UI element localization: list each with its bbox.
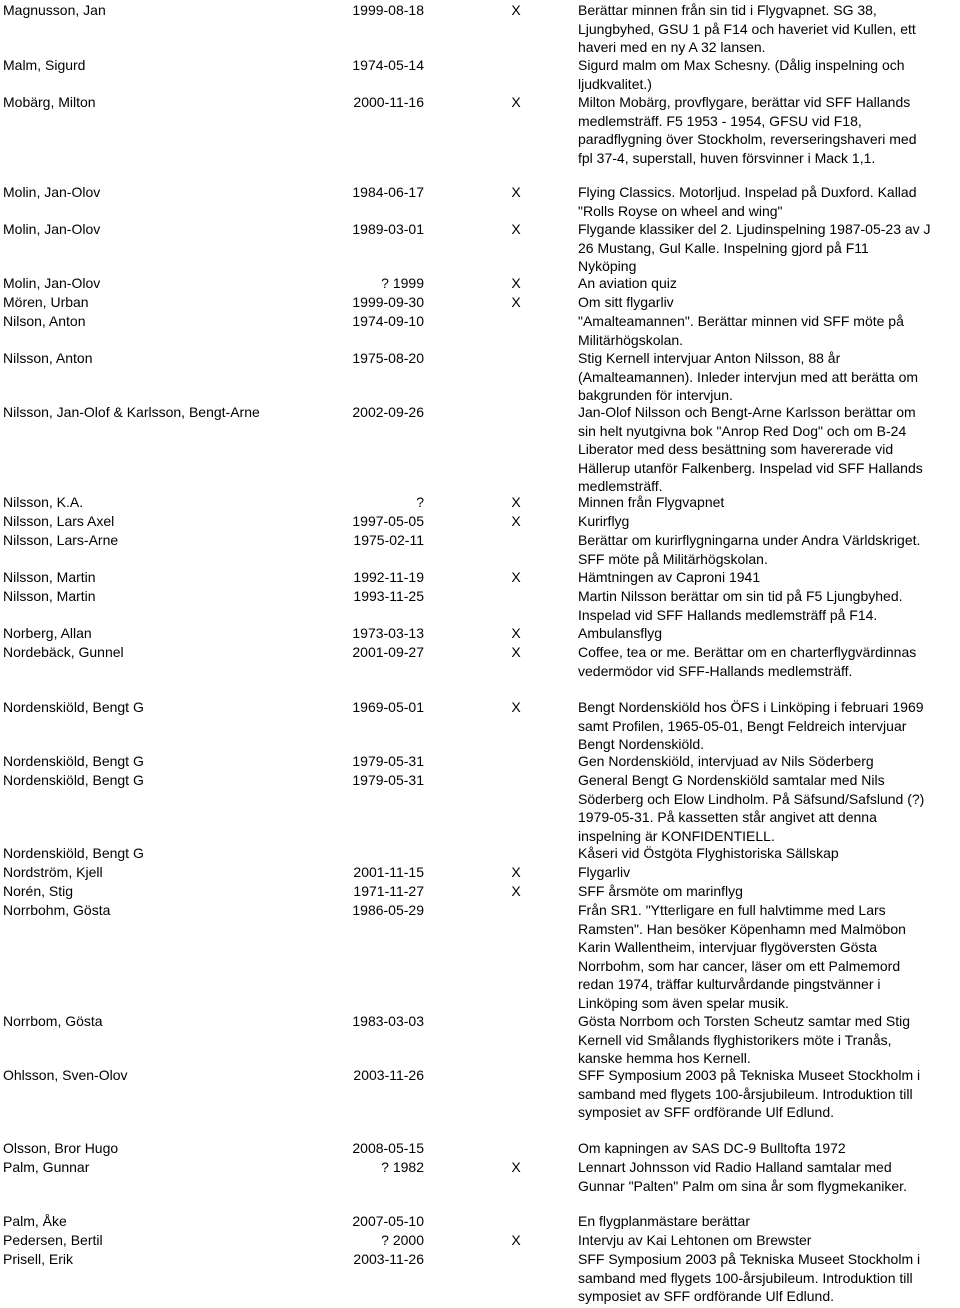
recording-date: 1993-11-25 bbox=[353, 588, 424, 604]
recording-date: 2007-05-10 bbox=[352, 1213, 424, 1229]
availability-mark: X bbox=[511, 644, 521, 660]
recording-date: 2003-11-26 bbox=[353, 1067, 424, 1083]
recording-description: Kurirflyg bbox=[578, 513, 630, 529]
recording-date: 2002-09-26 bbox=[352, 404, 424, 420]
recording-date: 1992-11-19 bbox=[353, 569, 424, 585]
recording-date: 1989-03-01 bbox=[352, 221, 424, 237]
recording-date: 1973-03-13 bbox=[352, 625, 424, 641]
speaker-name: Norberg, Allan bbox=[3, 625, 92, 641]
recording-date: ? 2000 bbox=[381, 1232, 424, 1248]
recording-date: ? bbox=[416, 494, 424, 510]
speaker-name: Prisell, Erik bbox=[3, 1251, 74, 1267]
recording-date: 2000-11-16 bbox=[353, 94, 424, 110]
speaker-name: Nilsson, Martin bbox=[3, 588, 96, 604]
recording-date: 1974-05-14 bbox=[352, 57, 424, 73]
recording-date: 1999-09-30 bbox=[352, 294, 424, 310]
recording-description: Lennart Johnsson vid Radio Halland samtalar med Gunnar "Palten" Palm om sina år som flygmekaniker. bbox=[578, 1159, 907, 1194]
availability-mark: X bbox=[511, 513, 521, 529]
availability-mark: X bbox=[511, 221, 521, 237]
recording-description: SFF Symposium 2003 på Tekniska Museet Stockholm i samband med flygets 100-årsjubileum. Introduktion till symposiet av SFF ordförande Ulf Edlund. bbox=[578, 1067, 921, 1120]
speaker-name: Norrbom, Gösta bbox=[3, 1013, 103, 1029]
recording-description: Från SR1. "Ytterligare en full halvtimme med Lars Ramsten". Han besöker Köpenhamn med Malmöbon Karin Wallentheim, intervjuar flygöversten Gösta Norrbohm, som har cancer, läser om ett Palmemord redan 1974, träffar kulturvårdande pingstvänner i Linköping som även spelar musik. bbox=[578, 902, 906, 1011]
speaker-name: Mobärg, Milton bbox=[3, 94, 96, 110]
speaker-name: Ohlsson, Sven-Olov bbox=[3, 1067, 128, 1083]
availability-mark: X bbox=[511, 494, 521, 510]
availability-mark: X bbox=[511, 2, 521, 18]
recording-date: 1999-08-18 bbox=[352, 2, 424, 18]
recording-description: Flygande klassiker del 2. Ljudinspelning 1987-05-23 av J 26 Mustang, Gul Kalle. Inspelning gjord på F11 Nyköping bbox=[578, 221, 931, 274]
speaker-name: Nordenskiöld, Bengt G bbox=[3, 772, 144, 788]
recording-date: 2001-11-15 bbox=[353, 864, 424, 880]
recording-description: Milton Mobärg, provflygare, berättar vid SFF Hallands medlemsträff. F5 1953 - 1954, GFSU vid F18, paradflygning över Stockholm, reverseringshaveri med fpl 37-4, superstall, huven försvinner i Mack 1,1. bbox=[578, 94, 917, 166]
recording-date: 1984-06-17 bbox=[352, 184, 424, 200]
recording-date: 1997-05-05 bbox=[352, 513, 424, 529]
recording-description: Hämtningen av Caproni 1941 bbox=[578, 569, 761, 585]
recording-date: 1974-09-10 bbox=[352, 313, 424, 329]
speaker-name: Palm, Gunnar bbox=[3, 1159, 90, 1175]
recording-date: 1979-05-31 bbox=[352, 772, 424, 788]
recording-description: SFF årsmöte om marinflyg bbox=[578, 883, 743, 899]
recording-date: 1983-03-03 bbox=[352, 1013, 424, 1029]
recording-date: 2003-11-26 bbox=[353, 1251, 424, 1267]
availability-mark: X bbox=[511, 569, 521, 585]
recording-description: Flygarliv bbox=[578, 864, 631, 880]
recording-date: ? 1982 bbox=[381, 1159, 424, 1175]
availability-mark: X bbox=[511, 1232, 521, 1248]
speaker-name: Nordenskiöld, Bengt G bbox=[3, 753, 144, 769]
speaker-name: Nilsson, Lars-Arne bbox=[3, 532, 119, 548]
speaker-name: Nordenskiöld, Bengt G bbox=[3, 845, 144, 861]
recording-description: Flying Classics. Motorljud. Inspelad på Duxford. Kallad "Rolls Royse on wheel and wing" bbox=[578, 184, 917, 219]
recording-date: 2008-05-15 bbox=[352, 1140, 424, 1156]
recording-date: ? 1999 bbox=[381, 275, 424, 291]
availability-mark: X bbox=[511, 275, 521, 291]
recording-description: Gen Nordenskiöld, intervjuad av Nils Söderberg bbox=[578, 753, 874, 769]
speaker-name: Norén, Stig bbox=[3, 883, 74, 899]
speaker-name: Nilsson, Anton bbox=[3, 350, 93, 366]
speaker-name: Nilsson, Martin bbox=[3, 569, 96, 585]
availability-mark: X bbox=[511, 94, 521, 110]
speaker-name: Molin, Jan-Olov bbox=[3, 184, 101, 200]
recording-description: Gösta Norrbom och Torsten Scheutz samtar med Stig Kernell vid Smålands flyghistorikers möte i Tranås, kanske hemma hos Kernell. bbox=[578, 1013, 910, 1066]
recording-date: 1986-05-29 bbox=[352, 902, 424, 918]
recording-description: Om kapningen av SAS DC-9 Bulltofta 1972 bbox=[578, 1140, 846, 1156]
speaker-name: Nilsson, K.A. bbox=[3, 494, 84, 510]
speaker-name: Nordebäck, Gunnel bbox=[3, 644, 124, 660]
recording-description: Berättar om kurirflygningarna under Andra Världskriget. SFF möte på Militärhögskolan. bbox=[578, 532, 921, 567]
speaker-name: Pedersen, Bertil bbox=[3, 1232, 103, 1248]
recording-description: Om sitt flygarliv bbox=[578, 294, 674, 310]
recording-description: Ambulansflyg bbox=[578, 625, 663, 641]
speaker-name: Molin, Jan-Olov bbox=[3, 275, 101, 291]
availability-mark: X bbox=[511, 184, 521, 200]
recording-description: General Bengt G Nordenskiöld samtalar med Nils Söderberg och Elow Lindholm. På Säfsund/Safslund (?) 1979-05-31. På kassetten står angivet att denna inspelning är KONFIDENTIELL. bbox=[578, 772, 925, 844]
speaker-name: Nordström, Kjell bbox=[3, 864, 103, 880]
recording-description: Minnen från Flygvapnet bbox=[578, 494, 725, 510]
availability-mark: X bbox=[511, 699, 521, 715]
speaker-name: Malm, Sigurd bbox=[3, 57, 86, 73]
recording-description: Martin Nilsson berättar om sin tid på F5 Ljungbyhed. Inspelad vid SFF Hallands medlemsträff på F14. bbox=[578, 588, 903, 623]
recording-description: Intervju av Kai Lehtonen om Brewster bbox=[578, 1232, 812, 1248]
availability-mark: X bbox=[511, 883, 521, 899]
recording-date: 2001-09-27 bbox=[352, 644, 424, 660]
speaker-name: Nordenskiöld, Bengt G bbox=[3, 699, 144, 715]
recording-description: Stig Kernell intervjuar Anton Nilsson, 88 år (Amalteamannen). Inleder intervjun med att berätta om bakgrunden för intervjun. bbox=[578, 350, 919, 403]
availability-mark: X bbox=[511, 625, 521, 641]
recording-description: An aviation quiz bbox=[578, 275, 677, 291]
recording-description: Sigurd malm om Max Schesny. (Dålig inspelning och ljudkvalitet.) bbox=[578, 57, 905, 92]
speaker-name: Olsson, Bror Hugo bbox=[3, 1140, 119, 1156]
availability-mark: X bbox=[511, 864, 521, 880]
speaker-name: Nilsson, Jan-Olof & Karlsson, Bengt-Arne bbox=[3, 404, 260, 420]
recording-description: "Amalteamannen". Berättar minnen vid SFF möte på Militärhögskolan. bbox=[578, 313, 904, 348]
recording-description: Kåseri vid Östgöta Flyghistoriska Sällskap bbox=[578, 845, 839, 861]
recording-date: 1979-05-31 bbox=[352, 753, 424, 769]
speaker-name: Mören, Urban bbox=[3, 294, 89, 310]
recording-description: Bengt Nordenskiöld hos ÖFS i Linköping i februari 1969 samt Profilen, 1965-05-01, Bengt Feldreich intervjuar Bengt Nordenskiöld. bbox=[578, 699, 924, 752]
recording-description: Jan-Olof Nilsson och Bengt-Arne Karlsson berättar om sin helt nyutgivna bok "Anrop Red Dog" och om B-24 Liberator med dess besättning som havererade vid Hällerup utanför Falkenberg. Inspelad vid SFF Hallands medlemsträff. bbox=[578, 404, 923, 494]
speaker-name: Magnusson, Jan bbox=[3, 2, 106, 18]
speaker-name: Palm, Åke bbox=[3, 1213, 67, 1229]
availability-mark: X bbox=[511, 1159, 521, 1175]
recording-description: Coffee, tea or me. Berättar om en charterflygvärdinnas vedermödor vid SFF-Hallands medlemsträff. bbox=[578, 644, 917, 679]
speaker-name: Nilsson, Lars Axel bbox=[3, 513, 115, 529]
recording-description: SFF Symposium 2003 på Tekniska Museet Stockholm i samband med flygets 100-årsjubileum. Introduktion till symposiet av SFF ordförande Ulf Edlund. bbox=[578, 1251, 921, 1304]
recording-date: 1975-08-20 bbox=[352, 350, 424, 366]
speaker-name: Molin, Jan-Olov bbox=[3, 221, 101, 237]
speaker-name: Nilson, Anton bbox=[3, 313, 86, 329]
recording-date: 1971-11-27 bbox=[353, 883, 424, 899]
recording-description: Berättar minnen från sin tid i Flygvapnet. SG 38, Ljungbyhed, GSU 1 på F14 och haveriet vid Kullen, ett haveri med en ny A 32 lansen. bbox=[578, 2, 916, 55]
recording-date: 1969-05-01 bbox=[352, 699, 424, 715]
recording-date: 1975-02-11 bbox=[353, 532, 424, 548]
availability-mark: X bbox=[511, 294, 521, 310]
speaker-name: Norrbohm, Gösta bbox=[3, 902, 111, 918]
recording-description: En flygplanmästare berättar bbox=[578, 1213, 750, 1229]
